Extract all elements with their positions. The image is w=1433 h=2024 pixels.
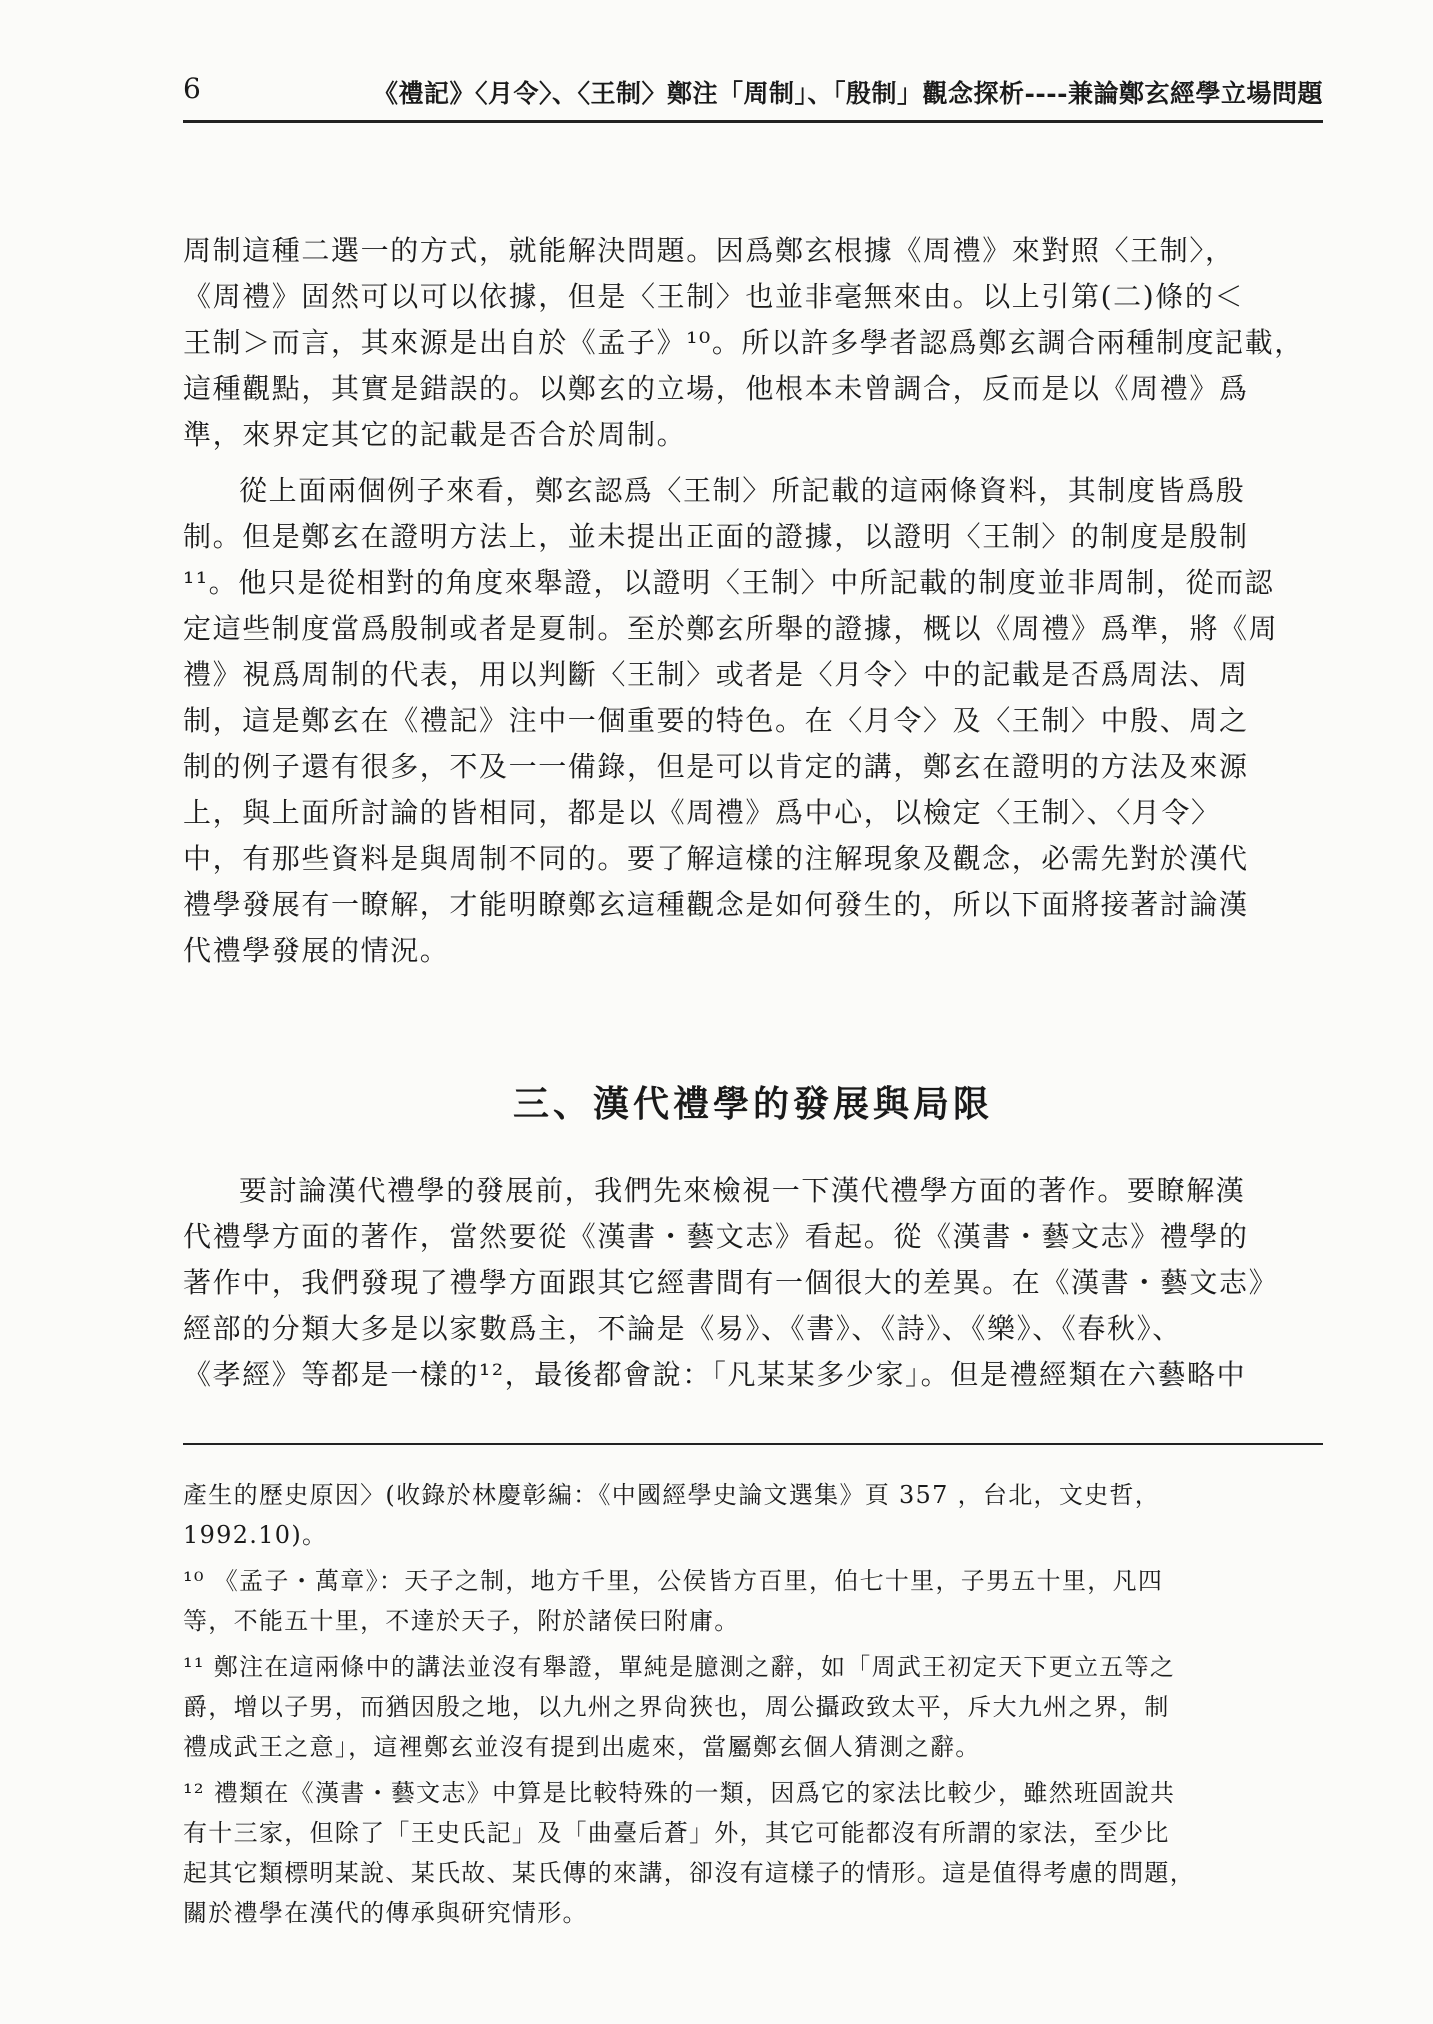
text-line: 《周禮》固然可以可以依據，但是〈王制〉也並非毫無來由。以上引第(二)條的＜ bbox=[183, 280, 1245, 313]
footnote-line: 爵，增以子男，而猶因殷之地，以九州之界尙狹也，周公攝政致太平，斥大九州之界，制 bbox=[183, 1693, 1170, 1721]
text-line: 著作中，我們發現了禮學方面跟其它經書間有一個很大的差異。在《漢書・藝文志》 bbox=[183, 1266, 1279, 1299]
text-line: 從上面兩個例子來看，鄭玄認爲〈王制〉所記載的這兩條資料，其制度皆爲殷 bbox=[239, 474, 1246, 507]
footnote-line: 1992.10)。 bbox=[183, 1521, 328, 1549]
footnote-line: 等，不能五十里，不達於天子，附於諸侯曰附庸。 bbox=[183, 1607, 740, 1635]
paragraph-1 bbox=[183, 228, 1323, 458]
text-line: 經部的分類大多是以家數爲主，不論是《易》、《書》、《詩》、《樂》、《春秋》、 bbox=[183, 1312, 1182, 1345]
paragraph-2 bbox=[183, 468, 1323, 974]
page-number: 6 bbox=[183, 72, 201, 105]
section-heading: 三、漢代禮學的發展與局限 bbox=[512, 1084, 993, 1125]
footnote-line: 產生的歷史原因〉(收錄於林慶彰編：《中國經學史論文選集》頁 357 ，台北，文史哲， bbox=[183, 1481, 1161, 1509]
footnote-line: 關於禮學在漢代的傳承與研究情形。 bbox=[183, 1899, 588, 1927]
footnote-line: ¹⁰ 《孟子・萬章》：天子之制，地方千里，公侯皆方百里，伯七十里，子男五十里，凡四 bbox=[183, 1567, 1164, 1595]
text-line: 制，這是鄭玄在《禮記》注中一個重要的特色。在〈月令〉及〈王制〉中殷、周之 bbox=[183, 704, 1249, 737]
footnote-line: 起其它類標明某說、某氏故、某氏傳的來講，卻沒有這樣子的情形。這是值得考慮的問題， bbox=[183, 1859, 1195, 1887]
text-line: 代禮學發展的情況。 bbox=[183, 934, 450, 967]
page-header bbox=[183, 68, 1323, 123]
section-paragraph bbox=[183, 1168, 1323, 1398]
footnote-10 bbox=[183, 1561, 1323, 1641]
footnote-line: ¹¹ 鄭注在這兩條中的講法並沒有舉證，單純是臆測之辭，如「周武王初定天下更立五等之 bbox=[183, 1653, 1176, 1681]
footnote-divider bbox=[183, 1443, 1323, 1445]
text-line: 制的例子還有很多，不及一一備錄，但是可以肯定的講，鄭玄在證明的方法及來源 bbox=[183, 750, 1249, 783]
footnote-12 bbox=[183, 1773, 1323, 1933]
text-line: 定這些制度當爲殷制或者是夏制。至於鄭玄所舉的證據，概以《周禮》爲準，將《周 bbox=[183, 612, 1279, 645]
text-line: 要討論漢代禮學的發展前，我們先來檢視一下漢代禮學方面的著作。要瞭解漢 bbox=[239, 1174, 1246, 1207]
text-line: 禮》視爲周制的代表，用以判斷〈王制〉或者是〈月令〉中的記載是否爲周法、周 bbox=[183, 658, 1249, 691]
footnote-line: 禮成武王之意」，這裡鄭玄並沒有提到出處來，當屬鄭玄個人猜測之辭。 bbox=[183, 1733, 981, 1761]
text-line: 上，與上面所討論的皆相同，都是以《周禮》爲中心，以檢定〈王制〉、〈月令〉 bbox=[183, 796, 1221, 829]
text-line: 王制＞而言，其來源是出自於《孟子》¹⁰。所以許多學者認爲鄭玄調合兩種制度記載， bbox=[183, 326, 1304, 359]
running-title: 《禮記》〈月令〉、〈王制〉鄭注「周制」、「殷制」觀念探析----兼論鄭玄經學立場問題 bbox=[372, 79, 1323, 108]
text-line: 禮學發展有一瞭解，才能明瞭鄭玄這種觀念是如何發生的，所以下面將接著討論漢 bbox=[183, 888, 1249, 921]
footnote-line: 有十三家，但除了「王史氏記」及「曲臺后蒼」外，其它可能都沒有所謂的家法，至少比 bbox=[183, 1819, 1170, 1847]
footnote-continued bbox=[183, 1475, 1323, 1555]
text-line: 周制這種二選一的方式，就能解決問題。因爲鄭玄根據《周禮》來對照〈王制〉， bbox=[183, 234, 1235, 267]
footnote-11 bbox=[183, 1647, 1323, 1767]
text-line: 代禮學方面的著作，當然要從《漢書・藝文志》看起。從《漢書・藝文志》禮學的 bbox=[183, 1220, 1249, 1253]
footnotes bbox=[183, 1475, 1323, 1933]
text-line: 《孝經》等都是一樣的¹²，最後都會說：「凡某某多少家」。但是禮經類在六藝略中 bbox=[183, 1358, 1247, 1391]
text-line: ¹¹。他只是從相對的角度來舉證，以證明〈王制〉中所記載的制度並非周制，從而認 bbox=[183, 566, 1275, 599]
text-line: 制。但是鄭玄在證明方法上，並未提出正面的證據，以證明〈王制〉的制度是殷制 bbox=[183, 520, 1249, 553]
text-line: 中，有那些資料是與周制不同的。要了解這樣的注解現象及觀念，必需先對於漢代 bbox=[183, 842, 1249, 875]
text-line: 這種觀點，其實是錯誤的。以鄭玄的立場，他根本未曾調合，反而是以《周禮》爲 bbox=[183, 372, 1249, 405]
footnote-line: ¹² 禮類在《漢書・藝文志》中算是比較特殊的一類，因爲它的家法比較少，雖然班固說共 bbox=[183, 1779, 1176, 1807]
text-line: 準，來界定其它的記載是否合於周制。 bbox=[183, 418, 687, 451]
